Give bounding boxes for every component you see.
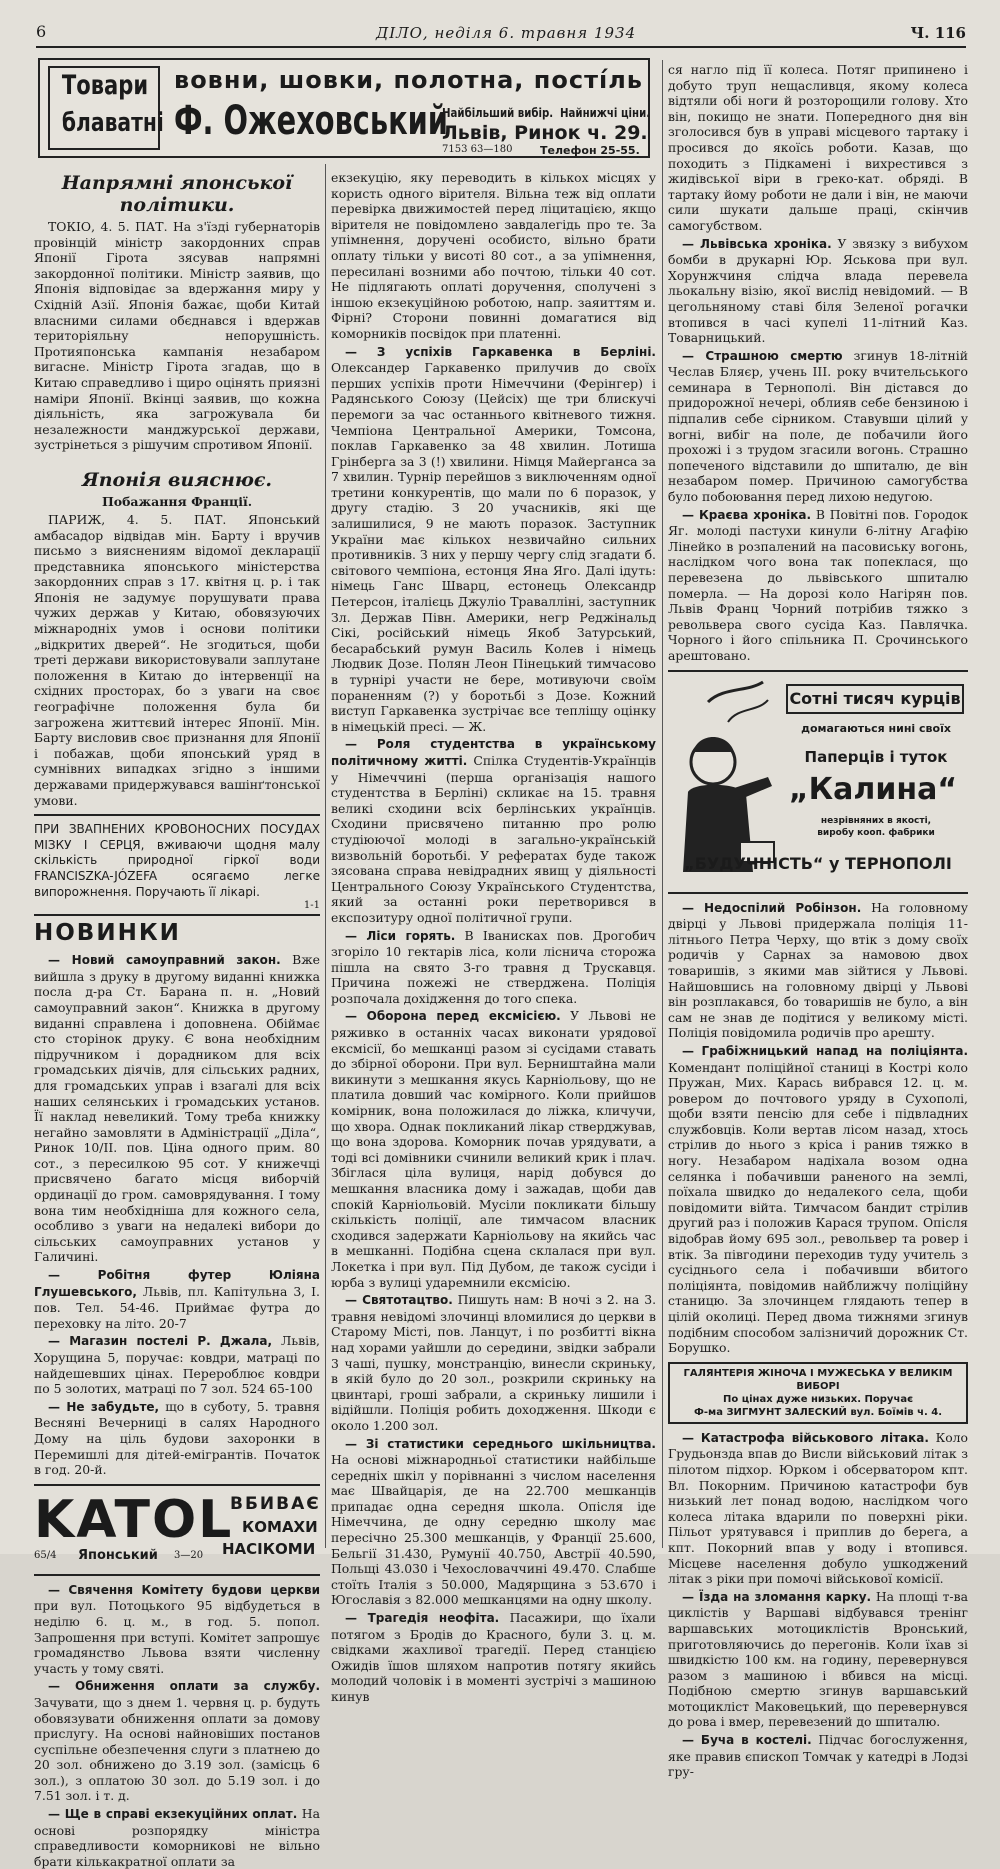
news-item-body: Олександер Гаркавенко прилучив до своїх перших успіхів проти Німеччини (Ферінгер) і Радянського Союзу (Цейсіх) ще три блискучі перемоги за час останнього квітневого тижня. Чемпіона Центральної Америки, Томсона, поклав Гаркавенко за 48 хвилин. Лотиша Грінберга за 3 (!) хвилини. Німця Майерганса за 7 хвилин. Турнір перейшов з виключенням одної третини конкурентів, що мали по 6 поразок, у другу стадію. З 20 учасників, які ще залишилися, 9 не мають поразок. Заступник України має кількох незвичайно сильних противників. З них у першу чергу слід згадати б. світового чемпіона, естонця Яна Яго. Далі ідуть: німець Ганс Шварц, естонець Олександр Петерсон, італієць Джуліо Травалліні, заступник Зл. Держав Півн. Америки, негр Реджінальд Сікі, російський німець Якоб Затурський, бесарабський румун Василь Колев і німець Людвик Дозе. Полян Леон Пінецький тимчасово в турнірі участи не бере, мотивуючи своїм пораненням (?) у боротьбі з Дозе. Кожний виступ Гаркавенка зустрічає все тепліщу оцінку в німецькій пресі. — Ж.: [331, 360, 656, 734]
section-title-novynky: НОВИНКИ: [34, 920, 181, 947]
ad-tagline-1: Найбільший вибір.: [442, 106, 554, 120]
katol-sub: Японський: [78, 1547, 158, 1563]
news-item-lead: — Не забудьте,: [48, 1399, 160, 1414]
kalyna-line-5: „БУДУЧНІСТЬ“ у ТЕРНОПОЛІ: [684, 853, 952, 873]
katol-brand: KATOL: [34, 1489, 234, 1550]
column-3: [668, 62, 968, 1780]
news-item: [331, 1436, 656, 1609]
kalyna-line-2: Паперців і туток: [804, 747, 948, 766]
galanteria-line-1: ГАЛЯНТЕРІЯ ЖІНОЧА І МУЖЕСЬКА У ВЕЛИКІМ ВИБОРІ: [683, 1367, 953, 1392]
mineral-water-ad-code: 1-1: [303, 900, 320, 912]
news-item-body: при вул. Потоцького 95 відбудеться в неділю 6. ц. м., в год. 5. попол. Запрошення при вступі. Комітет запрошує громадянство Львова взяти численну участь у тому святі.: [34, 1598, 320, 1676]
column-1: [34, 168, 321, 1869]
mineral-water-ad: ПРИ ЗВАПНЕНИХ КРОВОНОСНИХ ПОСУДАХ МІЗКУ І СЕРЦЯ, вживаючи щодня малу скількість природної гіркої води FRANCISZKA-JÓZEFA осягаємо легке випорожнення. Поручають її лікарі.: [34, 822, 320, 899]
news-item-body: Комендант поліційної станиці в Кострі коло Пружан, Мих. Карась вибрався 12. ц. м. ровером до почтового уряду в Сухополі, щоби взяти пенсію для себе і підвладних службовців. Коли вертав лісом назад, хтось стрілив до нього з кріса і ранив тяжко в ногу. Незабаром надіхала возом одна селянка і побачивши раненого на землі, поїхала швидко до недалекого села, щоби повідомити війта. Тимчасом бандит стрілив другий раз і положив Карася трупом. Опісля відобрав йому 695 зол., револьвер та ровер і втік. За півгодини переходив тудy учитель з сусіднього села і побачивши вбитого поліціянта, повідомив найближчу поліційну станицю. За злочинцем глядають тепер в цілій околиці. Перед двома тижнями згинув подібним способом залізничий дорожник Ст. Борушко.: [668, 1059, 968, 1356]
news-item-body: Зачувати, що з днем 1. червня ц. р. будуть обовязувати обниження оплати за домову прислугу. На основі найновіших постанов суспільне обезпечення слуги з платнею до 20 зол. обнижено до 3.19 зол. (замісць 6 зол.), з оплатою 30 зол. до 5.19 зол. і до 7.51 зол. і т. д.: [34, 1694, 320, 1804]
news-item-body: На площі т-ва циклістів у Варшаві відбувався тренінг варшавських мотоциклістів Вронський, приготовляючись до перегонів. Коли їхав зі швидкістю 100 км. на годину, перевернувся разом з машиною і вбився на місці. Подібною смертю згинув варшавський мотоцикліст Маковецький, що перевернувся до рова і вмер, перевезений до шпиталю.: [668, 1588, 968, 1730]
kalyna-line-1: домагаються нині своїх: [801, 721, 951, 735]
katol-code-left: 65/4: [34, 1549, 57, 1561]
news-item-lead: — Магазин постелі Р. Джала,: [48, 1334, 273, 1349]
news-item-body: На основі міжнародньої статистики найбільше середніх шкіл у порівнанні з числом населення має Швайцарія, де на 22.700 мешканців припадає одна середня школа. Опісля іде Німеччина, де одну середню школу має пересічно 25.300 мешканців, у Франції 25.600, Бельгії 31.430, Румунії 40.750, Австрії 40.590, Польщі 43.030 і Чехословаччині 49.470. Слабше стоїть Італія з 50.000, Мадярщина з 53.670 і Югославія з 82.000 мешканцями на одну школу.: [331, 1452, 656, 1608]
news-items-4: [668, 62, 968, 664]
katol-line-3: НАСІКОМИ: [222, 1539, 316, 1558]
news-item-body: Львів, Хорущина 5, поручає: ковдри, матраці по найдешевших цінах. Перероблює ковдри по 5 золотих, матраці по 7 зол. 524 65-100: [34, 1333, 320, 1397]
column-2: [331, 170, 657, 1704]
news-item: [34, 1678, 320, 1804]
separator-rule: [34, 1574, 320, 1576]
news-item-lead: — Робітня футер Юліяна Глушевського,: [34, 1268, 320, 1299]
news-item-lead: — Свячення Комітету будови церкви: [48, 1582, 320, 1597]
kalyna-advertisement: [668, 678, 968, 888]
masthead-line: ДІЛО, неділя 6. травня 1934: [376, 24, 637, 42]
katol-line-1: ВБИВАЄ: [230, 1493, 321, 1514]
news-item-lead: — Недоспілий Робінзон.: [682, 900, 862, 915]
news-item: [668, 62, 968, 234]
news-items-1: [34, 952, 320, 1478]
article-body-japan-policy: ТОКІО, 4. 5. ПАТ. На з'їзді губернаторів провінцій міністр закордонних справ Японії Гірота зясував напрямні закордонної політики. Міністр заявив, що Японія відповідає за вдержання миру у Східній Азії. Японія бажає, щоби Китай власними силами обєднався і вдержав територіяльну непорушність. Протияпонська кампанія незабаром вигасне. Міністр Гірота згадав, що в Китаю справедливо і щиро оцінять приязні наміри Японії. Вкінці заявив, що кожна діяльність, яка загрожувала би незалежности манджурської держави, зустрінеться з рішучим спротивом Японії.: [34, 219, 320, 453]
news-item-lead: — Грабіжницький напад на поліціянта.: [682, 1043, 968, 1058]
katol-advertisement: [34, 1489, 321, 1570]
issue-number: Ч. 116: [910, 24, 966, 42]
kalyna-top-banner: Сотні тисяч курців: [786, 684, 964, 714]
news-item: [668, 348, 968, 505]
katol-line-2: КОМАХИ: [242, 1517, 318, 1536]
news-item: [34, 952, 320, 1265]
kalyna-line-4: виробу кооп. фабрики: [817, 827, 935, 838]
news-item-body: Пасажири, що їхали потягом з Бродів до Красного, були 3. ц. м. свідками жахливої трагедії. Перед станцією Ожидів їшов шляхом напротив потягу якийсь молодий чоловік і в моменті зустрічі з машиною кинув: [331, 1610, 656, 1704]
news-item-body: В Повітні пов. Городок Яг. молоді пастухи кинули 6-літну Агафію Лінейко в розпалений на пасовиську вогонь, наслідком чого вона так попеклася, що перевезена до львівського шпиталю померла. — На дорозі коло Нагірян пов. Львів Франц Чорний потрібив тяжко з револьвера свого сусіда Каз. Павлячка. Чорного і його спільника П. Срочинського арештовано.: [668, 506, 968, 663]
news-item-body: Пишуть нам: В ночі з 2. на 3. травня невідомі злочинці вломилися до церкви в Старому Місті, пов. Ланцут, і по розбитті вікна над хорами уайшли до середини, звідки забрали 3 чаші, пушку, монстранцію, винесли скриньку, в якій було до 20 зол., розкрили скриньку на цвинтарі, гроші забрали, а скриньку лишили і відійшли. Поліція робить доходження. Шкоди є около 1.200 зол.: [331, 1292, 657, 1433]
news-item-lead: — Трагедія неофіта.: [345, 1611, 500, 1626]
news-item-lead: — Обниження оплати за службу.: [48, 1679, 320, 1694]
ad-title: вовни, шовки, полотна, пості́ль: [174, 66, 643, 94]
ad-tagline-2: Найнижчі ціни.: [560, 106, 651, 120]
column-rule-2: [662, 60, 663, 1548]
smoking-woman-illustration: [668, 682, 778, 882]
news-items-6: [668, 1430, 968, 1780]
ad-code: 7153 63—180: [442, 144, 513, 155]
news-item: [668, 1043, 968, 1356]
ad-merchant: Ф. Ожеховський: [174, 98, 448, 144]
news-item: [668, 900, 968, 1041]
news-item-body: Коло Грудьонзда впав до Висли військовий літак з пілотом підхор. Юрком і обсерватором кпт. Вл. Покорним. Причиною катастрофи був низький лет понад водою, наслідком чого колеса літака вдарили по поверхні ріки. Пільот урятувався і приплив до берега, а кпт. Покорний впав у воду і втопився. Місцеве населення добуло ушкоджений літак з ріки при помочі військової комісії.: [668, 1429, 968, 1587]
news-item: [331, 1610, 656, 1705]
news-item: [331, 736, 656, 925]
news-item: [668, 1732, 968, 1780]
news-item: [668, 236, 968, 346]
news-item-lead: — Львівська хроніка.: [682, 236, 832, 251]
news-item-lead: — Роля студентства в українському політичному житті.: [331, 737, 656, 768]
news-item-lead: — Святотацтво.: [345, 1293, 453, 1308]
news-item: [331, 344, 656, 735]
separator-rule: [34, 814, 320, 816]
news-item-lead: — Страшною смертю: [682, 348, 843, 363]
news-item-body: На основі розпорядку міністра справедливости коморникові не вільно брати кількакратної оплати за: [34, 1806, 320, 1869]
news-items-2: [34, 1582, 320, 1869]
news-item-body: ся нагло під її колеса. Потяг припинено і добуто труп нещасливця, якому колеса відтяли обі ноги й розторощили голову. Хто він, покищо не знати. Попередного дня він зголосився був в управі місцевого тартаку і просився до якоїсь роботи. Казав, що походить з Підкамені і вихрестився з жидівської віри в греко-кат. обряді. В тартаку йому роботи не дали і він, не маючи сили шукати дальше праці, скінчив самогубством.: [668, 62, 968, 233]
galanteria-advertisement: [668, 1362, 968, 1424]
news-item: [331, 1008, 656, 1290]
article-subtitle-france: Побажання Франції.: [101, 493, 253, 509]
news-item: [34, 1267, 320, 1331]
katol-code-right: 3—20: [174, 1549, 204, 1561]
news-item: [331, 170, 656, 342]
header-rule: [36, 46, 966, 48]
news-item-lead: — Оборона перед ексмісією.: [345, 1009, 561, 1024]
news-item-lead: — Зі статистики середнього шкільництва.: [345, 1436, 656, 1451]
ad-left-panel: [48, 66, 164, 150]
news-item: [331, 928, 656, 1007]
news-item-lead: — Їзда на зломання карку.: [682, 1589, 872, 1604]
news-item-body: На головному двірці у Львові придержала поліція 11-літнього Петра Черху, що втік з дому своїх родичів у Сарнах за намовою двох товаришів, з якими мав зійтися у Львові. Найшовшись на головному двірці у Львові він розплакався, бо товаришів не було, а він сам не знав де подітися у великому місті. Поліція повідомила родичів про арешту.: [668, 899, 968, 1041]
news-item-body: Підчас богослуження, яке правив єпископ Томчак у катедрі в Лодзі гру-: [668, 1732, 968, 1780]
column-rule-1: [325, 164, 326, 1548]
separator-rule: [668, 892, 968, 894]
news-item-body: Вже вийшла з друку в другому виданні книжка посла д-ра Ст. Барана п. н. „Новий самоуправний закон“. Книжка в другому виданні справлена і доповнена. Обіймає сто сторінок друку. Є вона необхідним підручником і дорадником для всіх громадських діячів, для сільських радних, для громадських управ і взагалі для всіх наших селянських і громадських установ. Її наклад невеликий. Тому треба книжку негайно замовляти в Адміністрації „Діла“, Ринок 10/II. пов. Ціна одного прим. 80 сот., з пересилкою 95 сот. У книжечці присвячено багато місця виборчій ординації до гром. самоврядування. І тому вона тим необхідніша для кожного села, особливо з уваги на недалекі вибори до сільських самоуправних установ у Галичині.: [34, 952, 320, 1265]
ad-left-line2: блаватні: [61, 108, 164, 138]
galanteria-line-2: По цінах дуже низьких. Поручає: [723, 1393, 913, 1405]
news-item: [668, 507, 968, 664]
news-item: [34, 1582, 320, 1677]
galanteria-line-3: Ф-ма ЗИГМУНТ ЗАЛЕСКИЙ вул. Боїмів ч. 4.: [693, 1406, 943, 1418]
ad-left-line1: Товари: [61, 70, 149, 101]
news-item-lead: — З успіхів Гаркавенка в Берліні.: [345, 344, 656, 359]
ad-address: Львів, Ринок ч. 29.: [442, 122, 648, 144]
news-item: [668, 1589, 968, 1730]
separator-rule: [34, 914, 320, 916]
page-number-left: 6: [36, 22, 47, 41]
news-item: [668, 1430, 968, 1587]
news-item: [331, 1292, 656, 1433]
news-item-lead: — Катастрофа військового літака.: [682, 1430, 929, 1445]
article-title-japan-policy: Напрямні японської політики.: [61, 172, 293, 216]
article-title-japan-explains: Японія вияснює.: [81, 468, 273, 491]
news-item-body: Спілка Студентів-Українців у Німеччині (перша організація нашого студентства в Берліні) скликає на 15. травня великі сходини всіх берлінських українців. Сходини присвячено питанню про ролю студіюючої молоді в загально-українській визвольній боротьбі. У рефератах буде також зясована справа невідрадних явищ у діяльності Центрального Союзу Українського Студентства, який за останні роки перетворився в експозитуру одної політичної групи.: [331, 752, 656, 925]
news-items-3: [331, 170, 656, 1705]
news-item-body: У звязку з вибухом бомби в друкарні Юр. Яськова при вул. Хорунжчиня слідча влада перевела льокальну візію, якої вислід невідомий. — В цегольняному ставі біля Зеленої рогачки втопився в часі купелі 11-літний Каз. Товарницький.: [668, 235, 968, 346]
news-item-lead: — Новий самоуправний закон.: [48, 953, 281, 968]
news-item-body: згинув 18-літній Чеслав Бляєр, учень ІІІ. року вчительського семинара в Тернополі. Він дістався до придорожної нечері, облияв себе бензиною і підпалив себе сірником. Ставувши цілий у вогні, вибіг на поле, де побачили його прохожі і з трудом згасили вогонь. Страшно попеченого відставили до шпиталю, де він незабаром помер. Причиною самогубства було побоювання перед лихою недугою.: [668, 347, 968, 505]
news-item-lead: — Краєва хроніка.: [682, 507, 812, 522]
top-advertisement: [38, 58, 650, 158]
news-items-5: [668, 900, 968, 1356]
news-item-lead: — Буча в костелі.: [682, 1733, 812, 1748]
news-item-body: У Львові не ряживко в останніх часах виконати урядової ексмісії, бо мешканці разом зі сусідами ставать до збірної оборони. При вул. Берништайна мали викинути з мешкання якусь Карніольову, що не платила довший час комірного. Коли прийшов комірник, вона положилася до ліжка, кличучи, що хвора. Однак покликаний лікар стверджував, що вона здорова. Коморник почав урядувати, а тоді всі домівники счинили великий крик і плач. Збіглася ціла вулиця, нарід добувся до мешкання власника дому і зажадав, щоби дав спокій Карніольовій. Мусіли покликати більшу скількість поліції, але тимчасом власник сходився задержати Карніольову на якийсь час в мешканні. Подібна сцена склалася при вул. Локетка і при вул. Під Дубом, де також сусіди і юрба з вулиці ударемнили ексмісію.: [331, 1008, 657, 1290]
page-header: [36, 18, 966, 46]
ad-phone: Телефон 25-55.: [540, 144, 640, 157]
kalyna-line-3: незрівняних в якості,: [820, 815, 932, 826]
news-item: [34, 1806, 320, 1869]
news-item: [34, 1333, 320, 1396]
separator-rule: [668, 670, 968, 672]
news-item-body: що в суботу, 5. травня Весняні Вечерниці в салях Народного Дому на ціль будови захоронки в Перемишлі для дітей-емігрантів. Початок в год. 20-й.: [34, 1398, 320, 1478]
news-item-body: В Іванисках пов. Дрогобич згоріло 10 гектарів ліса, коли ліснича сторожа пішла на свято 3-го травня д Трускавця. Причина пожежі не стверджена. Поліція розпочала дохідження до того спека.: [331, 927, 656, 1006]
news-item: [34, 1399, 320, 1478]
news-item-body: Львів, пл. Капітульна 3, І. пов. Тел. 54-46. Приймає футра до переховку на літо. 20-7: [34, 1283, 320, 1331]
news-item-lead: — Ліси горять.: [345, 928, 456, 943]
news-item-body: екзекуцію, яку переводить в кількох місцях у користь одного вірителя. Вільна теж від оплати перевірка движимостей перед ліцитацією, якщо вірителя не повідомлено завдалегідь про те. За упімнення, доручені особисто, вільно брати оплату тільки у висоті 80 сот., а за упімнення, пересилані возними або почтою, тільки 40 сот. Не підлягають оплаті доручення, сполучені з іншою екзекуційною роботою, напр. заяиттям и. Фірні? Сторони повинні домагатися від коморників посвідок при платенні.: [331, 170, 656, 341]
news-item-lead: — Ще в справі екзекуційних оплат.: [48, 1807, 298, 1822]
kalyna-brand: „Калина“: [788, 771, 958, 807]
separator-rule: [34, 1484, 320, 1486]
article-body-japan-explains: ПАРИЖ, 4. 5. ПАТ. Японський амбасадор відвідав мін. Барту і вручив письмо з вияснениям відомої декларації представника японського міністерства закордонних справ з 17. квітня ц. р. і так Японія не задумує порушувати права чужих держав у Китаю, обовязуючих міжнародніх умов і основи політики „відкритих дверей“. Не згодиться, щоби треті держави використовували заплутане положення в Китаю до інтервенції на східних просторах, бо з уваги на своє географічне положення була би загрожена життєвий інтерес Японії. Мін. Барту висловив своє признання для Японії і побажав, щоби японський уряд в сумнівних випадках згідно з іншими державами придержувався вашінґтонської умови.: [34, 511, 320, 808]
